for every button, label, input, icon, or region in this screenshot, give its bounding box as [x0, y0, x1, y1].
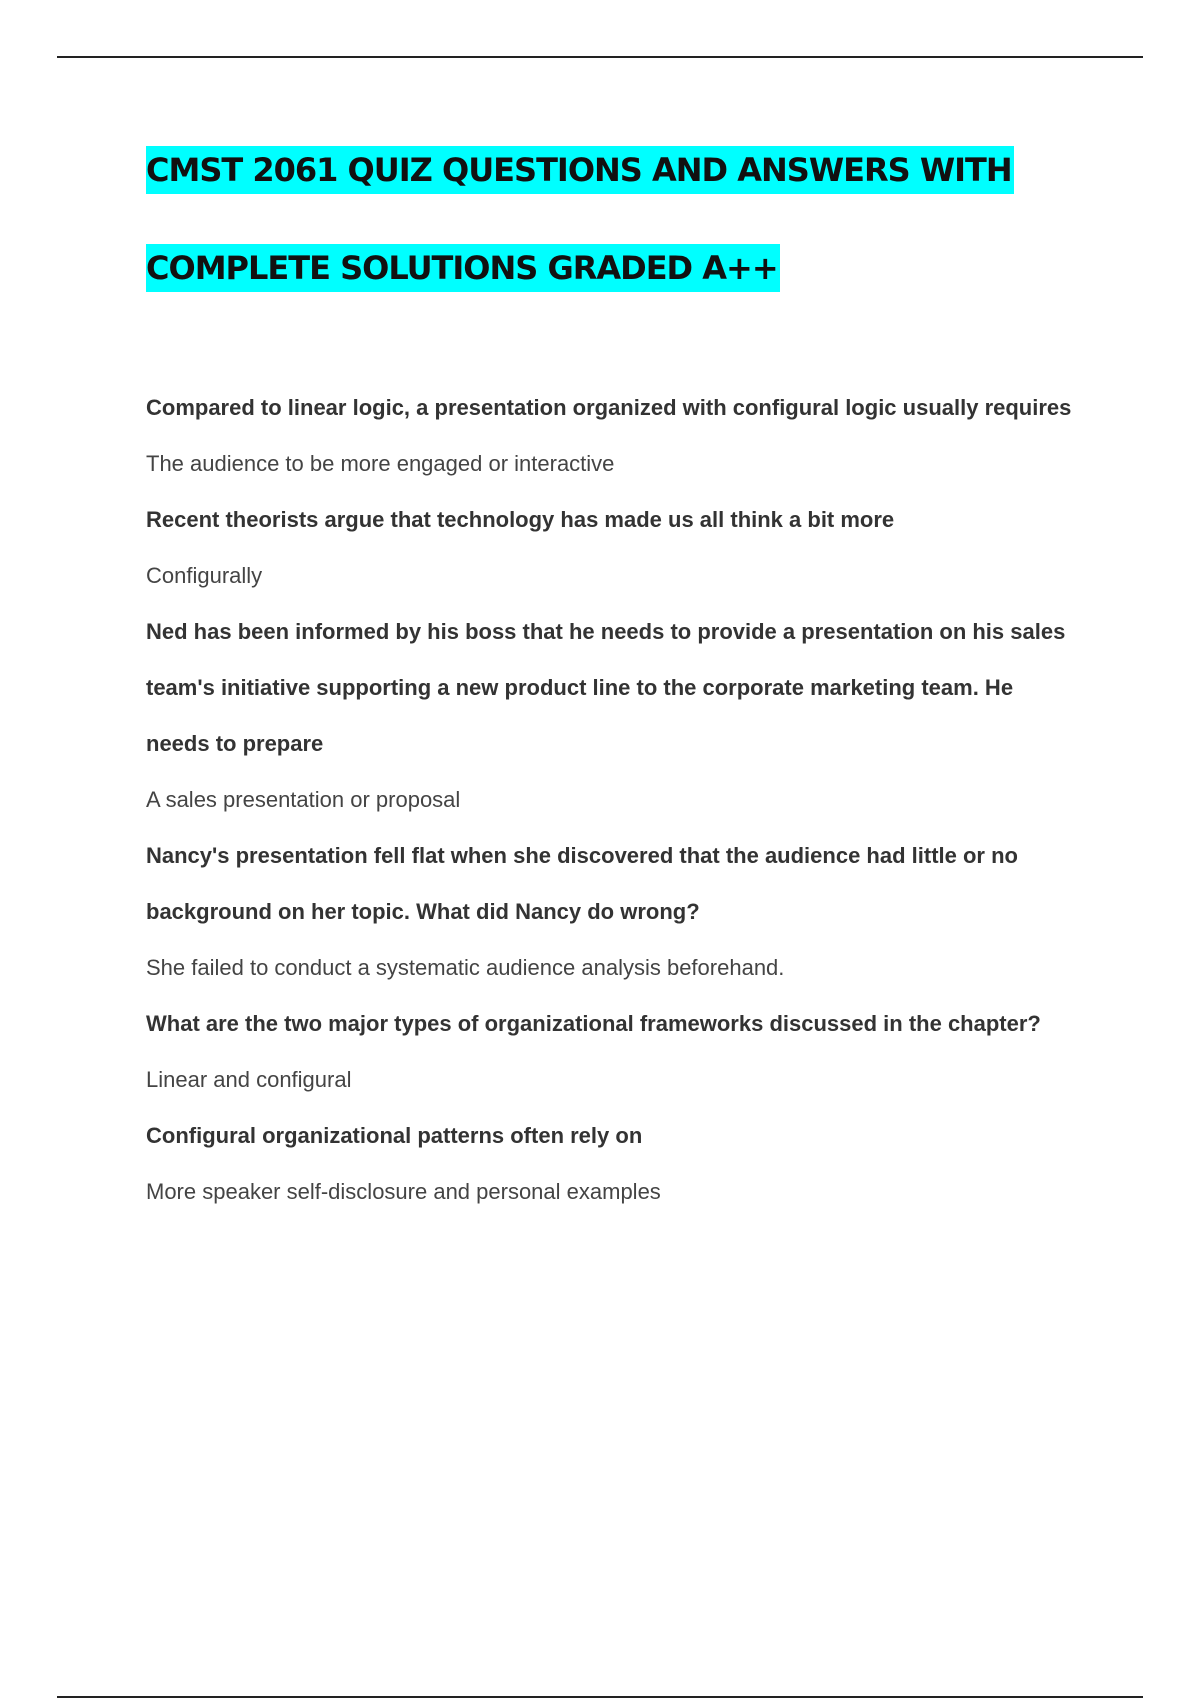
qa-item	[146, 828, 1076, 996]
question-text: Configural organizational patterns often rely on	[146, 1123, 643, 1148]
answer-text: She failed to conduct a systematic audience analysis beforehand.	[146, 955, 785, 980]
title-highlight-2: COMPLETE SOLUTIONS GRADED A++	[146, 244, 780, 292]
document-title-line-1	[146, 146, 1076, 194]
answer-text: Linear and configural	[146, 1067, 352, 1092]
qa-list	[146, 380, 1076, 1220]
qa-item	[146, 996, 1076, 1108]
question-text: Compared to linear logic, a presentation organized with configural logic usually requires	[146, 395, 1072, 420]
bottom-rule	[57, 1696, 1143, 1698]
answer-text: A sales presentation or proposal	[146, 787, 461, 812]
qa-item	[146, 1108, 1076, 1220]
question-text: What are the two major types of organizational frameworks discussed in the chapter?	[146, 1011, 1041, 1036]
document-title-line-2	[146, 244, 1076, 292]
question-text: Nancy's presentation fell flat when she discovered that the audience had little or no background on her topic. What did Nancy do wrong?	[146, 843, 1018, 924]
answer-text: Configurally	[146, 563, 263, 588]
document-content	[146, 146, 1076, 1220]
title-highlight-1: CMST 2061 QUIZ QUESTIONS AND ANSWERS WITH	[146, 146, 1014, 194]
question-text: Recent theorists argue that technology has made us all think a bit more	[146, 507, 895, 532]
answer-text: The audience to be more engaged or interactive	[146, 451, 615, 476]
top-rule	[57, 56, 1143, 58]
qa-item	[146, 492, 1076, 604]
answer-text: More speaker self-disclosure and personal examples	[146, 1179, 661, 1204]
question-text: Ned has been informed by his boss that he needs to provide a presentation on his sales team's initiative supporting a new product line to the corporate marketing team. He needs to prepare	[146, 619, 1066, 756]
qa-item	[146, 604, 1076, 828]
qa-item	[146, 380, 1076, 492]
